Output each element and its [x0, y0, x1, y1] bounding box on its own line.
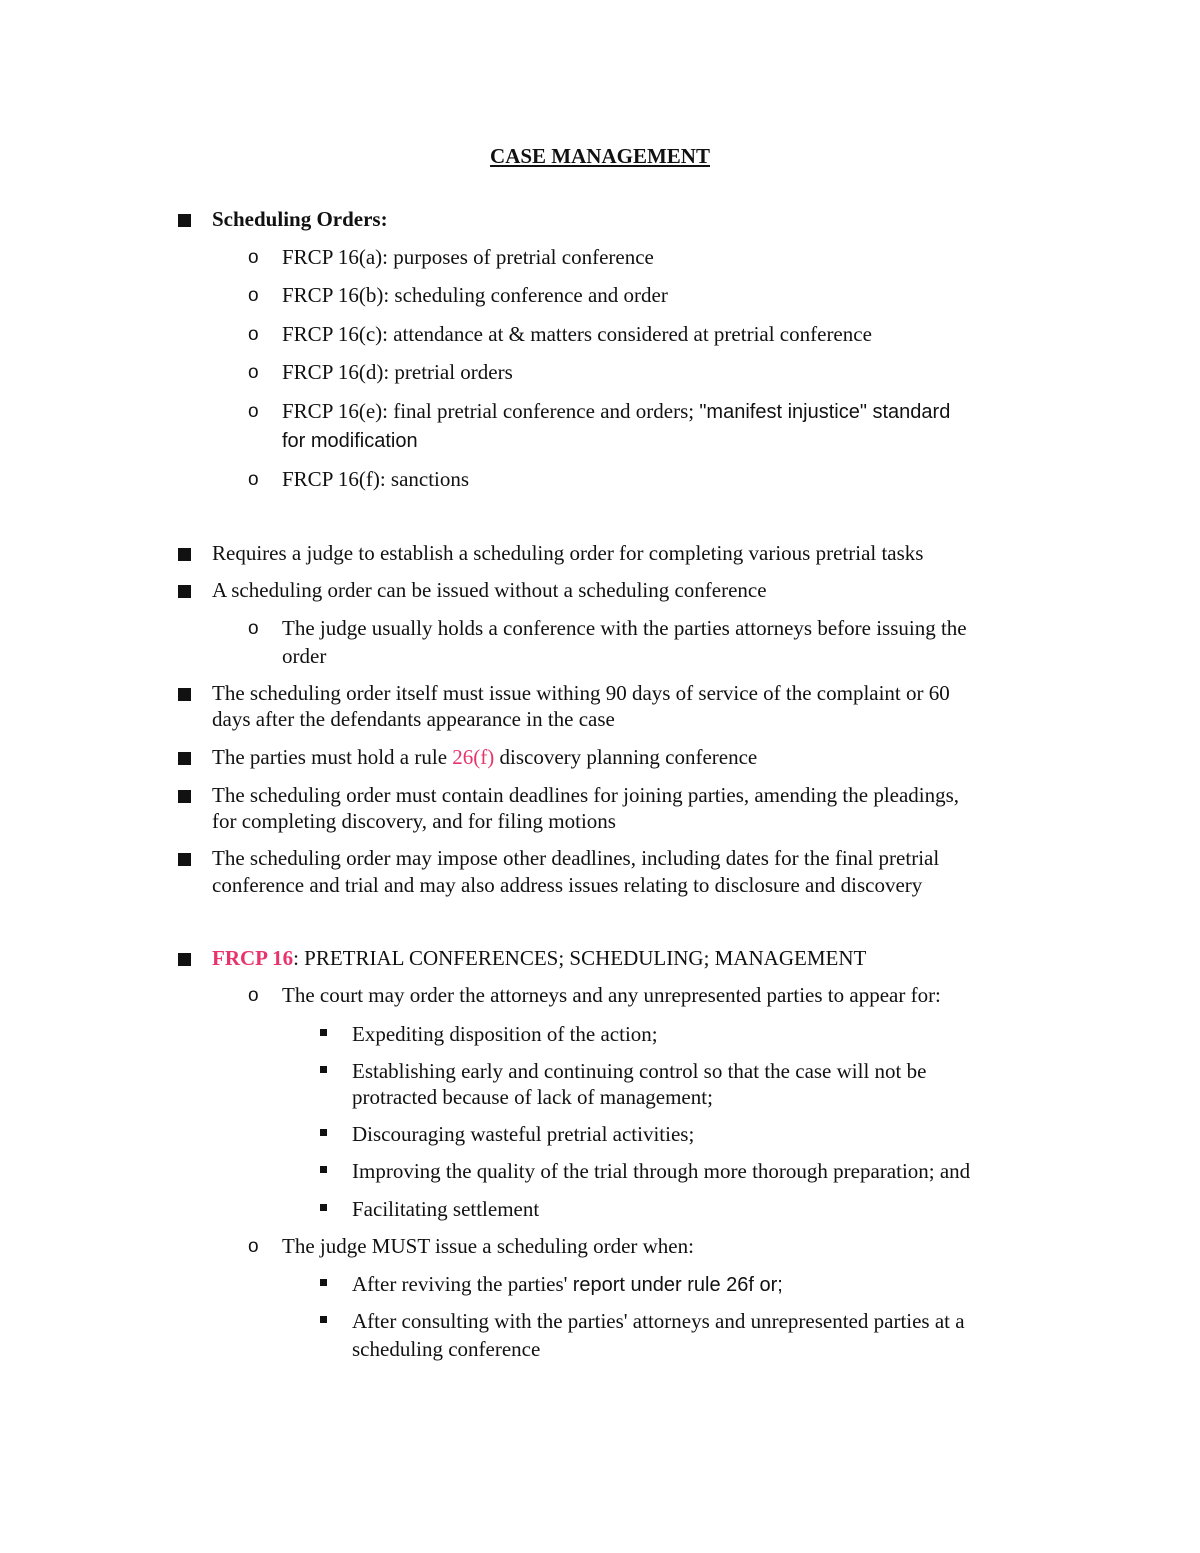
- sub-sub-list-text: Establishing early and continuing control so that the case will not be: [352, 1059, 927, 1083]
- small-square-bullet-icon: [320, 1204, 327, 1211]
- circle-bullet-icon: o: [248, 362, 259, 383]
- sub-sub-list-text: [352, 1271, 1058, 1299]
- sub-list-text: The judge MUST issue a scheduling order when:: [282, 1234, 694, 1258]
- list-text-part: discovery planning conference: [494, 745, 758, 769]
- sub-sub-list-text: After consulting with the parties' attorneys and unrepresented parties at a: [352, 1309, 965, 1333]
- sub-list-text: The court may order the attorneys and any unrepresented parties to appear for:: [282, 983, 941, 1007]
- circle-bullet-icon: o: [248, 985, 259, 1006]
- list-text: conference and trial and may also address issues relating to disclosure and discovery: [212, 873, 923, 897]
- sub-list-text: order: [282, 644, 327, 668]
- list-text: A scheduling order can be issued without a scheduling conference: [212, 578, 767, 602]
- rule-link[interactable]: 26(f): [452, 745, 495, 769]
- sub-list-text-part: FRCP 16(e): final pretrial conference and orders;: [282, 399, 700, 423]
- sub-list-text-part: "manifest injustice" standard: [699, 401, 951, 423]
- sub-sub-list-text: Facilitating settlement: [352, 1197, 540, 1221]
- rule-link[interactable]: FRCP 16: [212, 946, 294, 970]
- small-square-bullet-icon: [320, 1029, 327, 1036]
- circle-bullet-icon: o: [248, 1236, 259, 1257]
- square-bullet-icon: [178, 953, 191, 966]
- small-square-bullet-icon: [320, 1166, 327, 1173]
- sub-sub-list-text: Expediting disposition of the action;: [352, 1022, 658, 1046]
- square-bullet-icon: [178, 585, 191, 598]
- list-text: The scheduling order itself must issue withing 90 days of service of the complaint or 60: [212, 681, 950, 705]
- small-square-bullet-icon: [320, 1316, 327, 1323]
- sub-list-text: FRCP 16(b): scheduling conference and order: [282, 283, 668, 307]
- sub-sub-list-text: scheduling conference: [352, 1337, 541, 1361]
- list-text: days after the defendants appearance in the case: [212, 707, 615, 731]
- page-title: CASE MANAGEMENT: [490, 144, 710, 168]
- circle-bullet-icon: o: [248, 618, 259, 639]
- small-square-bullet-icon: [320, 1129, 327, 1136]
- list-text: Requires a judge to establish a scheduling order for completing various pretrial tasks: [212, 541, 924, 565]
- sub-sub-list-text: protracted because of lack of management;: [352, 1085, 713, 1109]
- sub-list-text: [282, 398, 1058, 426]
- sub-list-text: The judge usually holds a conference with the parties attorneys before issuing the: [282, 616, 967, 640]
- heading-text-part: : PRETRIAL CONFERENCES; SCHEDULING; MANAGEMENT: [293, 946, 867, 970]
- square-bullet-icon: [178, 752, 191, 765]
- list-text: [212, 744, 1058, 771]
- circle-bullet-icon: o: [248, 247, 259, 268]
- list-text-part: The parties must hold a rule: [212, 745, 453, 769]
- small-square-bullet-icon: [320, 1066, 327, 1073]
- list-text: for completing discovery, and for filing motions: [212, 809, 616, 833]
- sub-list-text: FRCP 16(d): pretrial orders: [282, 360, 513, 384]
- sub-list-text: FRCP 16(f): sanctions: [282, 467, 470, 491]
- small-square-bullet-icon: [320, 1279, 327, 1286]
- sub-list-text: FRCP 16(c): attendance at & matters considered at pretrial conference: [282, 322, 872, 346]
- circle-bullet-icon: o: [248, 285, 259, 306]
- circle-bullet-icon: o: [248, 469, 259, 490]
- square-bullet-icon: [178, 548, 191, 561]
- square-bullet-icon: [178, 790, 191, 803]
- square-bullet-icon: [178, 214, 191, 227]
- square-bullet-icon: [178, 853, 191, 866]
- sub-sub-list-text-part: After reviving the parties': [352, 1272, 573, 1296]
- circle-bullet-icon: o: [248, 401, 259, 422]
- sub-sub-list-text: Improving the quality of the trial through more thorough preparation; and: [352, 1159, 971, 1183]
- list-text: The scheduling order may impose other deadlines, including dates for the final pretrial: [212, 846, 940, 870]
- section-heading: [212, 945, 1058, 972]
- list-text: The scheduling order must contain deadlines for joining parties, amending the pleadings,: [212, 783, 960, 807]
- sub-list-text: FRCP 16(a): purposes of pretrial conference: [282, 245, 654, 269]
- sub-list-text: for modification: [282, 430, 418, 452]
- sub-sub-list-text-part: report under rule 26f or;: [572, 1274, 783, 1296]
- square-bullet-icon: [178, 688, 191, 701]
- sub-sub-list-text: Discouraging wasteful pretrial activities;: [352, 1122, 695, 1146]
- section-heading: Scheduling Orders:: [212, 207, 388, 231]
- circle-bullet-icon: o: [248, 324, 259, 345]
